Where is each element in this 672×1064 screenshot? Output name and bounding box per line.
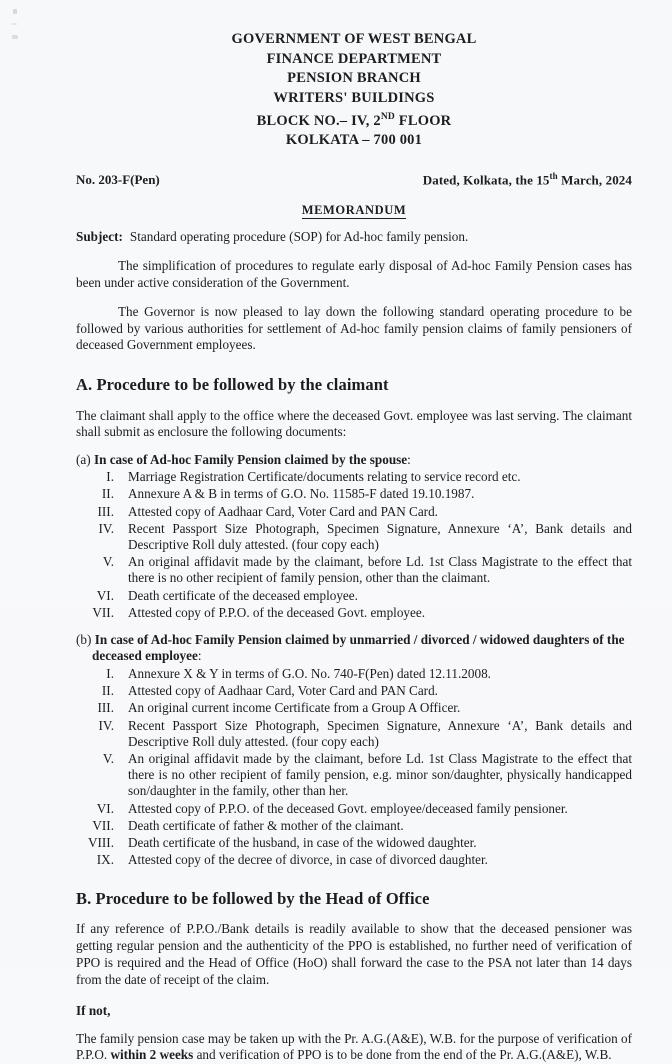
list-item-number: VI. — [96, 587, 114, 603]
list-item-text: Recent Passport Size Photograph, Specimen Signature, Annexure ‘A’, Bank details and Descriptive Roll duly attested. (four copy each) — [128, 717, 632, 749]
group-a-title — [76, 452, 632, 469]
list-item — [76, 666, 632, 682]
list-item-text: Attested copy of P.P.O. of the deceased Govt. employee. — [128, 604, 426, 620]
list-item-number: V. — [102, 554, 114, 570]
list-item-number: IV. — [98, 520, 114, 536]
list-item — [76, 835, 632, 851]
list-item-text: Recent Passport Size Photograph, Specimen Signature, Annexure ‘A’, Bank details and Descriptive Roll duly attested. (four copy each) — [128, 520, 632, 552]
list-item-text: Marriage Registration Certificate/documents relating to service record etc. — [128, 469, 521, 485]
memo-date-prefix: Dated, Kolkata, the 15 — [422, 172, 550, 188]
letterhead-city-pin: KOLKATA – 700 001 — [285, 132, 423, 149]
section-b-heading: B. Procedure to be followed by the Head of Office — [76, 889, 430, 909]
intro-paragraph-2: The Governor is now pleased to lay down the following standard operating procedure to be followed by various authorities for settlement of Ad-hoc family pension claims of family pensioners of deceased Government employees. — [76, 304, 632, 353]
group-b-block — [76, 632, 632, 868]
section-b-ifnot-label: If not, — [76, 1002, 111, 1018]
section-a-heading: A. Procedure to be followed by the claimant — [76, 374, 389, 394]
list-item-text: Annexure X & Y in terms of G.O. No. 740-F(Pen) dated 12.11.2008. — [128, 665, 491, 681]
list-item — [76, 486, 632, 502]
memo-date-suffix: March, 2024 — [557, 172, 632, 188]
group-a-title-text: In case of Ad-hoc Family Pension claimed by the spouse — [93, 451, 408, 467]
list-item-text: Attested copy of the decree of divorce, in case of divorced daughter. — [128, 852, 488, 868]
group-a-marker: (a) — [76, 451, 94, 467]
group-b-list — [76, 666, 632, 868]
section-b-paragraph-2-prefix: The family pension case may be taken up with the Pr. A.G.(A&E), W.B. for the purpose of verification of P.P.O. — [76, 1030, 632, 1063]
scan-artifact-speck — [13, 9, 17, 14]
subject-label: Subject: — [76, 229, 123, 245]
list-item-text: Annexure A & B in terms of G.O. No. 11585-F dated 19.10.1987. — [128, 486, 475, 502]
section-b-paragraph-2-suffix: and verification of PPO is to be done from the end of the Pr. A.G.(A&E), W.B. — [193, 1047, 612, 1063]
letterhead — [76, 30, 632, 151]
list-item-text: Death certificate of the deceased employee. — [128, 587, 358, 603]
list-item-number: VIII. — [88, 835, 114, 851]
subject-text: Standard operating procedure (SOP) for Ad-hoc family pension. — [129, 229, 469, 245]
memo-date — [423, 171, 632, 188]
list-item-number: IX. — [96, 852, 114, 868]
list-item — [76, 700, 632, 716]
list-item-number: I. — [106, 665, 114, 681]
memo-reference-line — [76, 171, 632, 188]
section-b-paragraph-2 — [76, 1031, 632, 1064]
list-item — [76, 718, 632, 750]
list-item-number: I. — [106, 469, 114, 485]
section-a-intro: The claimant shall apply to the office where the deceased Govt. employee was last serving. The claimant shall submit as enclosure the following documents: — [76, 407, 632, 440]
section-b-paragraph-2-emphasis: within 2 weeks — [110, 1047, 194, 1063]
list-item-text: An original affidavit made by the claimant, before Ld. 1st Class Magistrate to the effect that there is no other recipient of family pension, other than the claimant. — [128, 554, 632, 586]
memorandum-title-text: MEMORANDUM — [301, 203, 407, 218]
memo-date-ordinal: th — [549, 170, 558, 181]
document-body — [76, 0, 632, 1064]
list-item-text: Attested copy of P.P.O. of the deceased Govt. employee/deceased family pensioner. — [128, 800, 568, 816]
group-b-marker: (b) — [76, 631, 95, 647]
list-item — [76, 818, 632, 834]
letterhead-block-prefix: BLOCK NO.– IV, 2 — [256, 112, 381, 129]
intro-paragraph-1: The simplification of procedures to regulate early disposal of Ad-hoc Family Pension cases has been under active consideration of the Government. — [76, 258, 632, 290]
list-item-text: Death certificate of the husband, in case of the widowed daughter. — [128, 835, 477, 851]
list-item-number: IV. — [98, 717, 114, 733]
group-b-title — [76, 632, 632, 665]
letterhead-government: GOVERNMENT OF WEST BENGAL — [231, 31, 477, 47]
letterhead-department: FINANCE DEPARTMENT — [266, 50, 442, 67]
list-item — [76, 852, 632, 868]
list-item — [76, 683, 632, 699]
list-item — [76, 521, 632, 553]
list-item-text: Death certificate of father & mother of the claimant. — [128, 817, 404, 833]
letterhead-block-floor — [76, 108, 632, 131]
list-item-number: VII. — [92, 817, 114, 833]
list-item — [76, 588, 632, 604]
group-b-title-text: In case of Ad-hoc Family Pension claimed by unmarried / divorced / widowed daughters of the deceased employee — [92, 631, 625, 664]
letterhead-floor-suffix: FLOOR — [394, 112, 452, 129]
list-item-number: VII. — [92, 604, 114, 620]
list-item — [76, 504, 632, 520]
scan-artifact-speck — [11, 23, 17, 25]
list-item-text: Attested copy of Aadhaar Card, Voter Card and PAN Card. — [128, 503, 438, 519]
section-b-paragraph-1: If any reference of P.P.O./Bank details is readily available to show that the deceased pensioner was getting regular pension and the authenticity of the PPO is established, no further need of verification of PPO is required and the Head of Office (HoO) shall forward the case to the PSA not later than 14 days from the date of receipt of the claim. — [76, 921, 632, 987]
list-item-number: VI. — [96, 800, 114, 816]
list-item-number: V. — [102, 751, 114, 766]
list-item-number: III. — [97, 700, 114, 716]
list-item-text: An original affidavit made by the claimant, before Ld. 1st Class Magistrate to the effect that there is no other recipient of family pension, e.g. minor son/daughter, physically handicapped son/daughter in the family, other than her. — [128, 751, 632, 799]
list-item — [76, 751, 632, 800]
list-item — [76, 469, 632, 485]
scan-artifact-speck — [12, 35, 18, 39]
list-item-number: III. — [97, 503, 114, 519]
list-item — [76, 801, 632, 817]
list-item — [76, 605, 632, 621]
list-item-number: II. — [101, 486, 114, 502]
group-a-block — [76, 452, 632, 621]
group-a-colon: : — [407, 451, 411, 467]
memo-number: No. 203-F(Pen) — [76, 172, 160, 188]
list-item-text: Attested copy of Aadhaar Card, Voter Card and PAN Card. — [128, 683, 438, 699]
list-item-text: An original current income Certificate from a Group A Officer. — [128, 700, 461, 716]
letterhead-building: WRITERS' BUILDINGS — [273, 89, 435, 106]
letterhead-ordinal-suffix: ND — [380, 112, 395, 122]
subject-line — [76, 229, 632, 245]
group-b-colon: : — [197, 648, 202, 664]
memorandum-title — [76, 203, 632, 218]
list-item — [76, 554, 632, 586]
list-item-number: II. — [101, 683, 114, 699]
group-a-list — [76, 469, 632, 621]
letterhead-branch: PENSION BRANCH — [287, 70, 421, 86]
